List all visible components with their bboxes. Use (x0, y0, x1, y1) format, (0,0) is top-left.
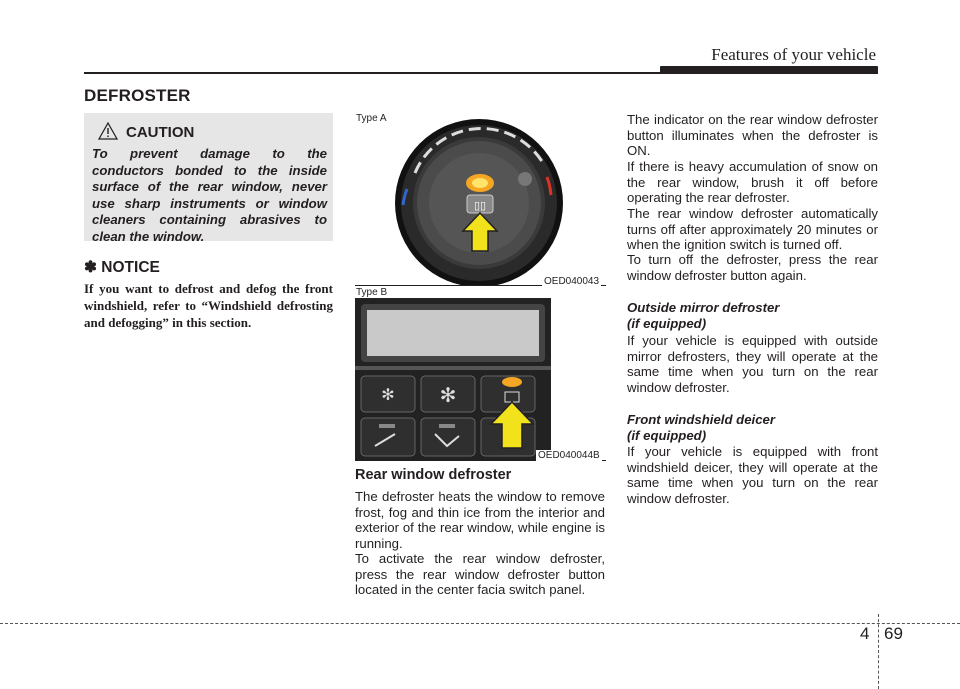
rear-defroster-heading: Rear window defroster (355, 467, 512, 483)
section-title: DEFROSTER (84, 86, 191, 105)
mirror-heading (627, 300, 779, 331)
rear-paragraph-1: The defroster heats the window to remove frost, fog and thin ice from the interior and exterior of the rear window, while engine is running. (355, 489, 605, 551)
figure-b-label: Type B (356, 287, 388, 298)
rear-paragraph-2: To activate the rear window defroster, press the rear window defroster button located in the center facia switch panel. (355, 551, 605, 597)
mirror-heading-line1: Outside mirror defroster (627, 300, 780, 315)
rear-paragraph-4: If there is heavy accumulation of snow on the rear window, brush it off before operating the rear defroster. (627, 159, 878, 205)
rear-paragraph-6: To turn off the defroster, press the rear window defroster button again. (627, 252, 878, 283)
rear-paragraph-5: The rear window defroster automatically turns off after approximately 20 minutes or when the ignition switch is turned off. (627, 206, 878, 252)
svg-text:✻: ✻ (439, 383, 457, 407)
mirror-text: If your vehicle is equipped with outside mirror defrosters, they will operate at the same time when you turn on the rear window defroster. (627, 333, 878, 395)
deicer-heading (627, 412, 775, 443)
caution-box (84, 113, 333, 244)
figure-a-illustration (355, 113, 606, 285)
footer-divider (878, 614, 879, 689)
caution-heading (98, 122, 194, 141)
figure-b-illustration (355, 298, 606, 460)
caution-label: CAUTION (126, 124, 195, 141)
rear-paragraph-3: The indicator on the rear window defroster button illuminates when the defroster is ON. (627, 112, 878, 158)
deicer-text: If your vehicle is equipped with front windshield deicer, they will operate at the same time when you turn on the rear window defroster. (627, 444, 878, 506)
page-number: 69 (884, 624, 903, 643)
figure-a-code: OED040043 (544, 276, 600, 287)
mirror-heading-line2: (if equipped) (627, 315, 707, 331)
notice-text: If you want to defrost and defog the front windshield, refer to “Windshield defrosting and defogging” in this section. (84, 281, 333, 330)
notice-heading: ✽ NOTICE (84, 259, 160, 276)
chapter-number: 4 (860, 624, 870, 643)
caution-text: To prevent damage to the conductors bonded to the inside surface of the rear window, never use sharp instruments or window cleaners containing abrasives to clean the window. (92, 146, 327, 244)
header-rule (84, 72, 878, 74)
svg-text:▯▯: ▯▯ (473, 200, 487, 212)
figure-a-label: Type A (356, 113, 387, 124)
svg-text:✻: ✻ (381, 385, 395, 404)
figure-b-code: OED040044B (538, 450, 600, 461)
deicer-heading-line1: Front windshield deicer (627, 412, 776, 427)
deicer-heading-line2: (if equipped) (627, 427, 707, 443)
footer-rule (0, 623, 960, 624)
running-header: Features of your vehicle (711, 45, 876, 64)
warning-icon (98, 122, 118, 140)
